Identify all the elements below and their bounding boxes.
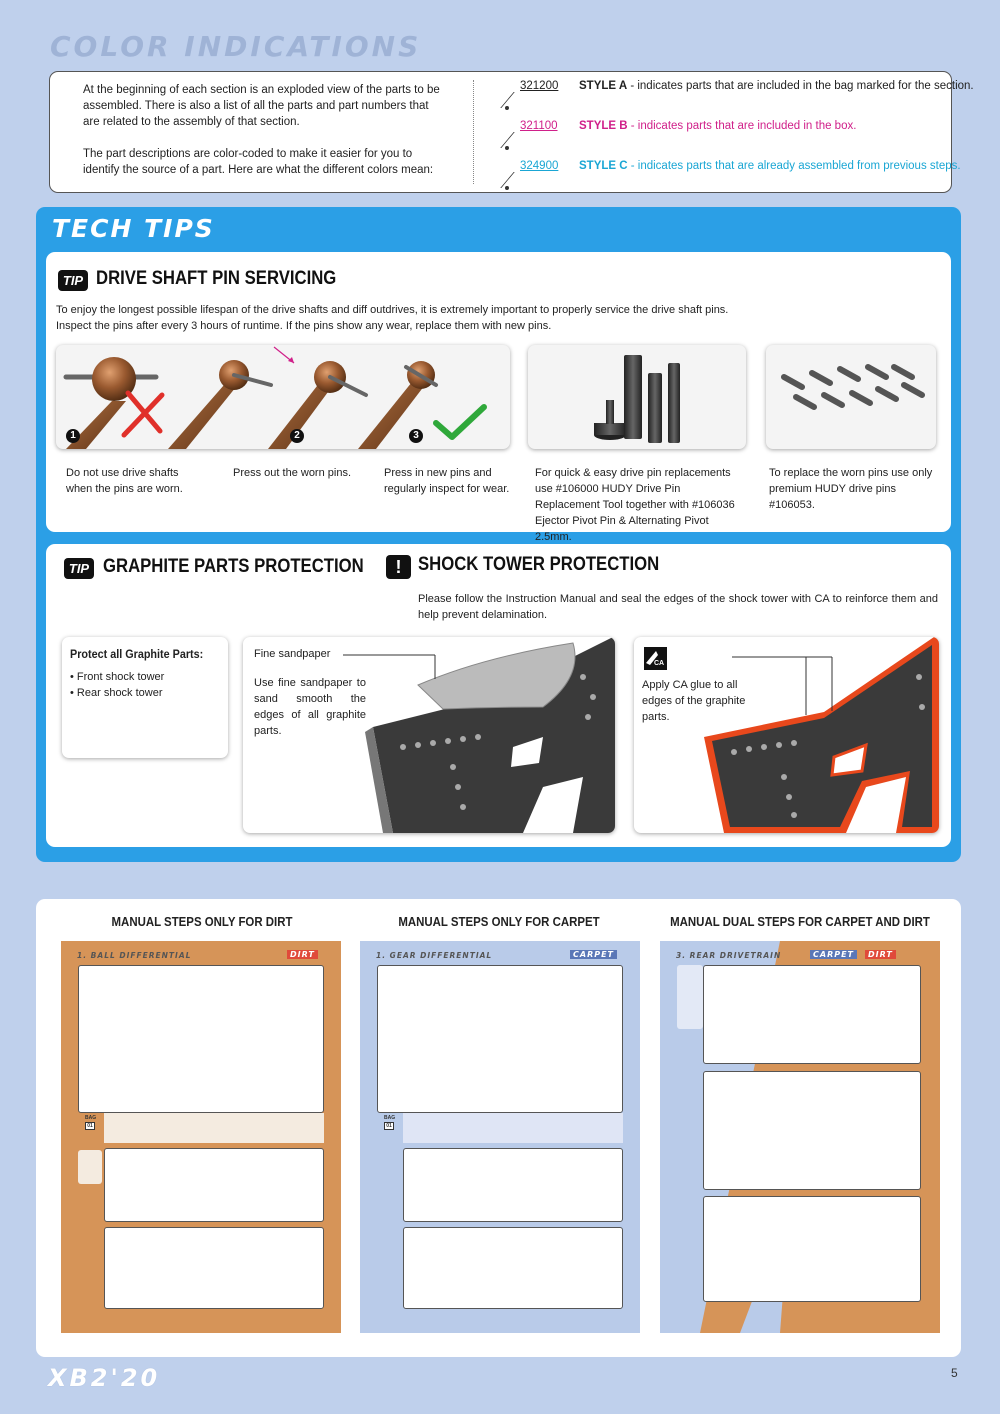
- dirt-section-label: 1. BALL DIFFERENTIAL: [77, 951, 192, 960]
- caption-press-out: Press out the worn pins.: [233, 467, 352, 479]
- dual-heading: MANUAL DUAL STEPS FOR CARPET AND DIRT: [670, 914, 930, 929]
- carpet-heading: MANUAL STEPS ONLY FOR CARPET: [398, 914, 600, 929]
- leader-dot: [505, 146, 509, 150]
- drive-pins-illustration: [766, 345, 936, 449]
- xb2-logo: XB2'20: [48, 1364, 161, 1392]
- step-box: [104, 1227, 324, 1309]
- drive-shaft-steps-image: [56, 345, 510, 449]
- protect-graphite-box: [62, 637, 228, 758]
- tip-badge: TIP: [64, 558, 94, 579]
- style-c-number: 324900: [520, 160, 559, 172]
- style-a-number: 321200: [520, 80, 559, 92]
- dual-sample-page: [660, 941, 940, 1333]
- intro-text: [83, 82, 443, 194]
- intro-paragraph-1: At the beginning of each section is an exploded view of the parts to be assembled. There is also a list of all the parts and part numbers that are related to the assembly of that section.: [83, 84, 440, 128]
- ca-text: Apply CA glue to all edges of the graphite parts.: [642, 679, 746, 723]
- step-box: [703, 965, 921, 1064]
- ca-glue-card: [634, 637, 939, 833]
- drive-shaft-intro: To enjoy the longest possible lifespan of the drive shafts and diff outdrives, it is extremely important to properly service the drive shaft pins. Inspect the pins after every 3 hours of runtime. If the pins show any wear, replace them with new pins.: [56, 304, 729, 332]
- style-b-number: 321100: [520, 120, 558, 132]
- style-a-description: STYLE A - indicates parts that are included in the bag marked for the section.: [579, 80, 974, 92]
- carpet-section-label: 1. GEAR DIFFERENTIAL: [376, 951, 493, 960]
- step-box: [703, 1071, 921, 1190]
- dirt-tag: DIRT: [287, 950, 318, 959]
- protect-item-rear: • Rear shock tower: [70, 685, 220, 701]
- dotted-divider: [473, 80, 474, 184]
- step-box: [377, 965, 623, 1113]
- style-c-description: STYLE C - indicates parts that are already assembled from previous steps.: [579, 160, 961, 172]
- shock-tower-text: Please follow the Instruction Manual and seal the edges of the shock tower with CA to reinforce them and help prevent delamination.: [418, 593, 938, 621]
- tech-tips-title: TECH TIPS: [52, 214, 215, 243]
- warning-icon: !: [386, 555, 411, 579]
- shock-tower-ca-illustration: [634, 637, 939, 833]
- sandpaper-label: Fine sandpaper: [254, 648, 331, 660]
- tip-badge: TIP: [58, 270, 88, 291]
- sandpaper-card: [243, 637, 615, 833]
- page-number: 5: [951, 1366, 958, 1380]
- dirt-heading: MANUAL STEPS ONLY FOR DIRT: [111, 914, 293, 929]
- intro-paragraph-2: The part descriptions are color-coded to make it easier for you to identify the source of a part. Here are what the different colors mean:: [83, 148, 434, 176]
- graphite-title: GRAPHITE PARTS PROTECTION: [103, 556, 364, 577]
- parts-strip: [403, 1113, 623, 1143]
- bag-icon: BAG 01: [85, 1115, 97, 1129]
- protect-item-front: • Front shock tower: [70, 669, 220, 685]
- bag-icon: BAG 01: [384, 1115, 396, 1129]
- hudy-pins-image: [766, 345, 936, 449]
- caption-press-in: Press in new pins and regularly inspect for wear.: [384, 467, 510, 495]
- step-box: [703, 1196, 921, 1302]
- tech-tips-section: [36, 207, 961, 862]
- carpet-sample-page: [360, 941, 640, 1333]
- drive-pin-tool-illustration: [528, 345, 746, 449]
- leader-dot: [505, 186, 509, 190]
- manual-steps-section: [36, 899, 961, 1357]
- protect-heading: Protect all Graphite Parts:: [70, 647, 204, 661]
- carpet-tag: CARPET: [810, 950, 857, 959]
- shock-tower-title: SHOCK TOWER PROTECTION: [418, 554, 660, 575]
- ca-icon: CA: [654, 660, 665, 667]
- graphite-protection-panel: [46, 544, 951, 847]
- step-box: [403, 1227, 623, 1309]
- caption-tool: For quick & easy drive pin replacements use #106000 HUDY Drive Pin Replacement Tool together with #106036 Ejector Pivot Pin & Alternating Pivot 2.5mm.: [535, 467, 735, 543]
- carpet-tag: CARPET: [570, 950, 617, 959]
- step-box: [403, 1148, 623, 1222]
- step-number-1: 1: [66, 429, 80, 443]
- drive-shaft-panel: [46, 252, 951, 543]
- step-box: [104, 1148, 324, 1222]
- color-indications-box: [49, 71, 974, 193]
- dirt-tag: DIRT: [865, 950, 896, 959]
- step-number-2: 2: [290, 429, 304, 443]
- style-b-description: STYLE B - indicates parts that are included in the box.: [579, 120, 857, 132]
- caption-pins: To replace the worn pins use only premium HUDY drive pins #106053.: [769, 467, 933, 511]
- dirt-sample-page: [61, 941, 341, 1333]
- dual-section-label: 3. REAR DRIVETRAIN: [676, 951, 782, 960]
- hudy-tool-image: [528, 345, 746, 449]
- leader-dot: [505, 106, 509, 110]
- parts-strip: [104, 1113, 324, 1143]
- side-strip: [677, 965, 703, 1029]
- side-strip: [78, 1150, 102, 1184]
- step-box: [78, 965, 324, 1113]
- drive-shaft-illustration: [56, 345, 510, 449]
- step-number-3: 3: [409, 429, 423, 443]
- page-title: COLOR INDICATIONS: [50, 30, 422, 63]
- caption-worn-pins: Do not use drive shafts when the pins are worn.: [66, 467, 183, 495]
- drive-shaft-title: DRIVE SHAFT PIN SERVICING: [96, 268, 337, 289]
- sandpaper-text: Use fine sandpaper to sand smooth the edges of all graphite parts.: [254, 677, 366, 737]
